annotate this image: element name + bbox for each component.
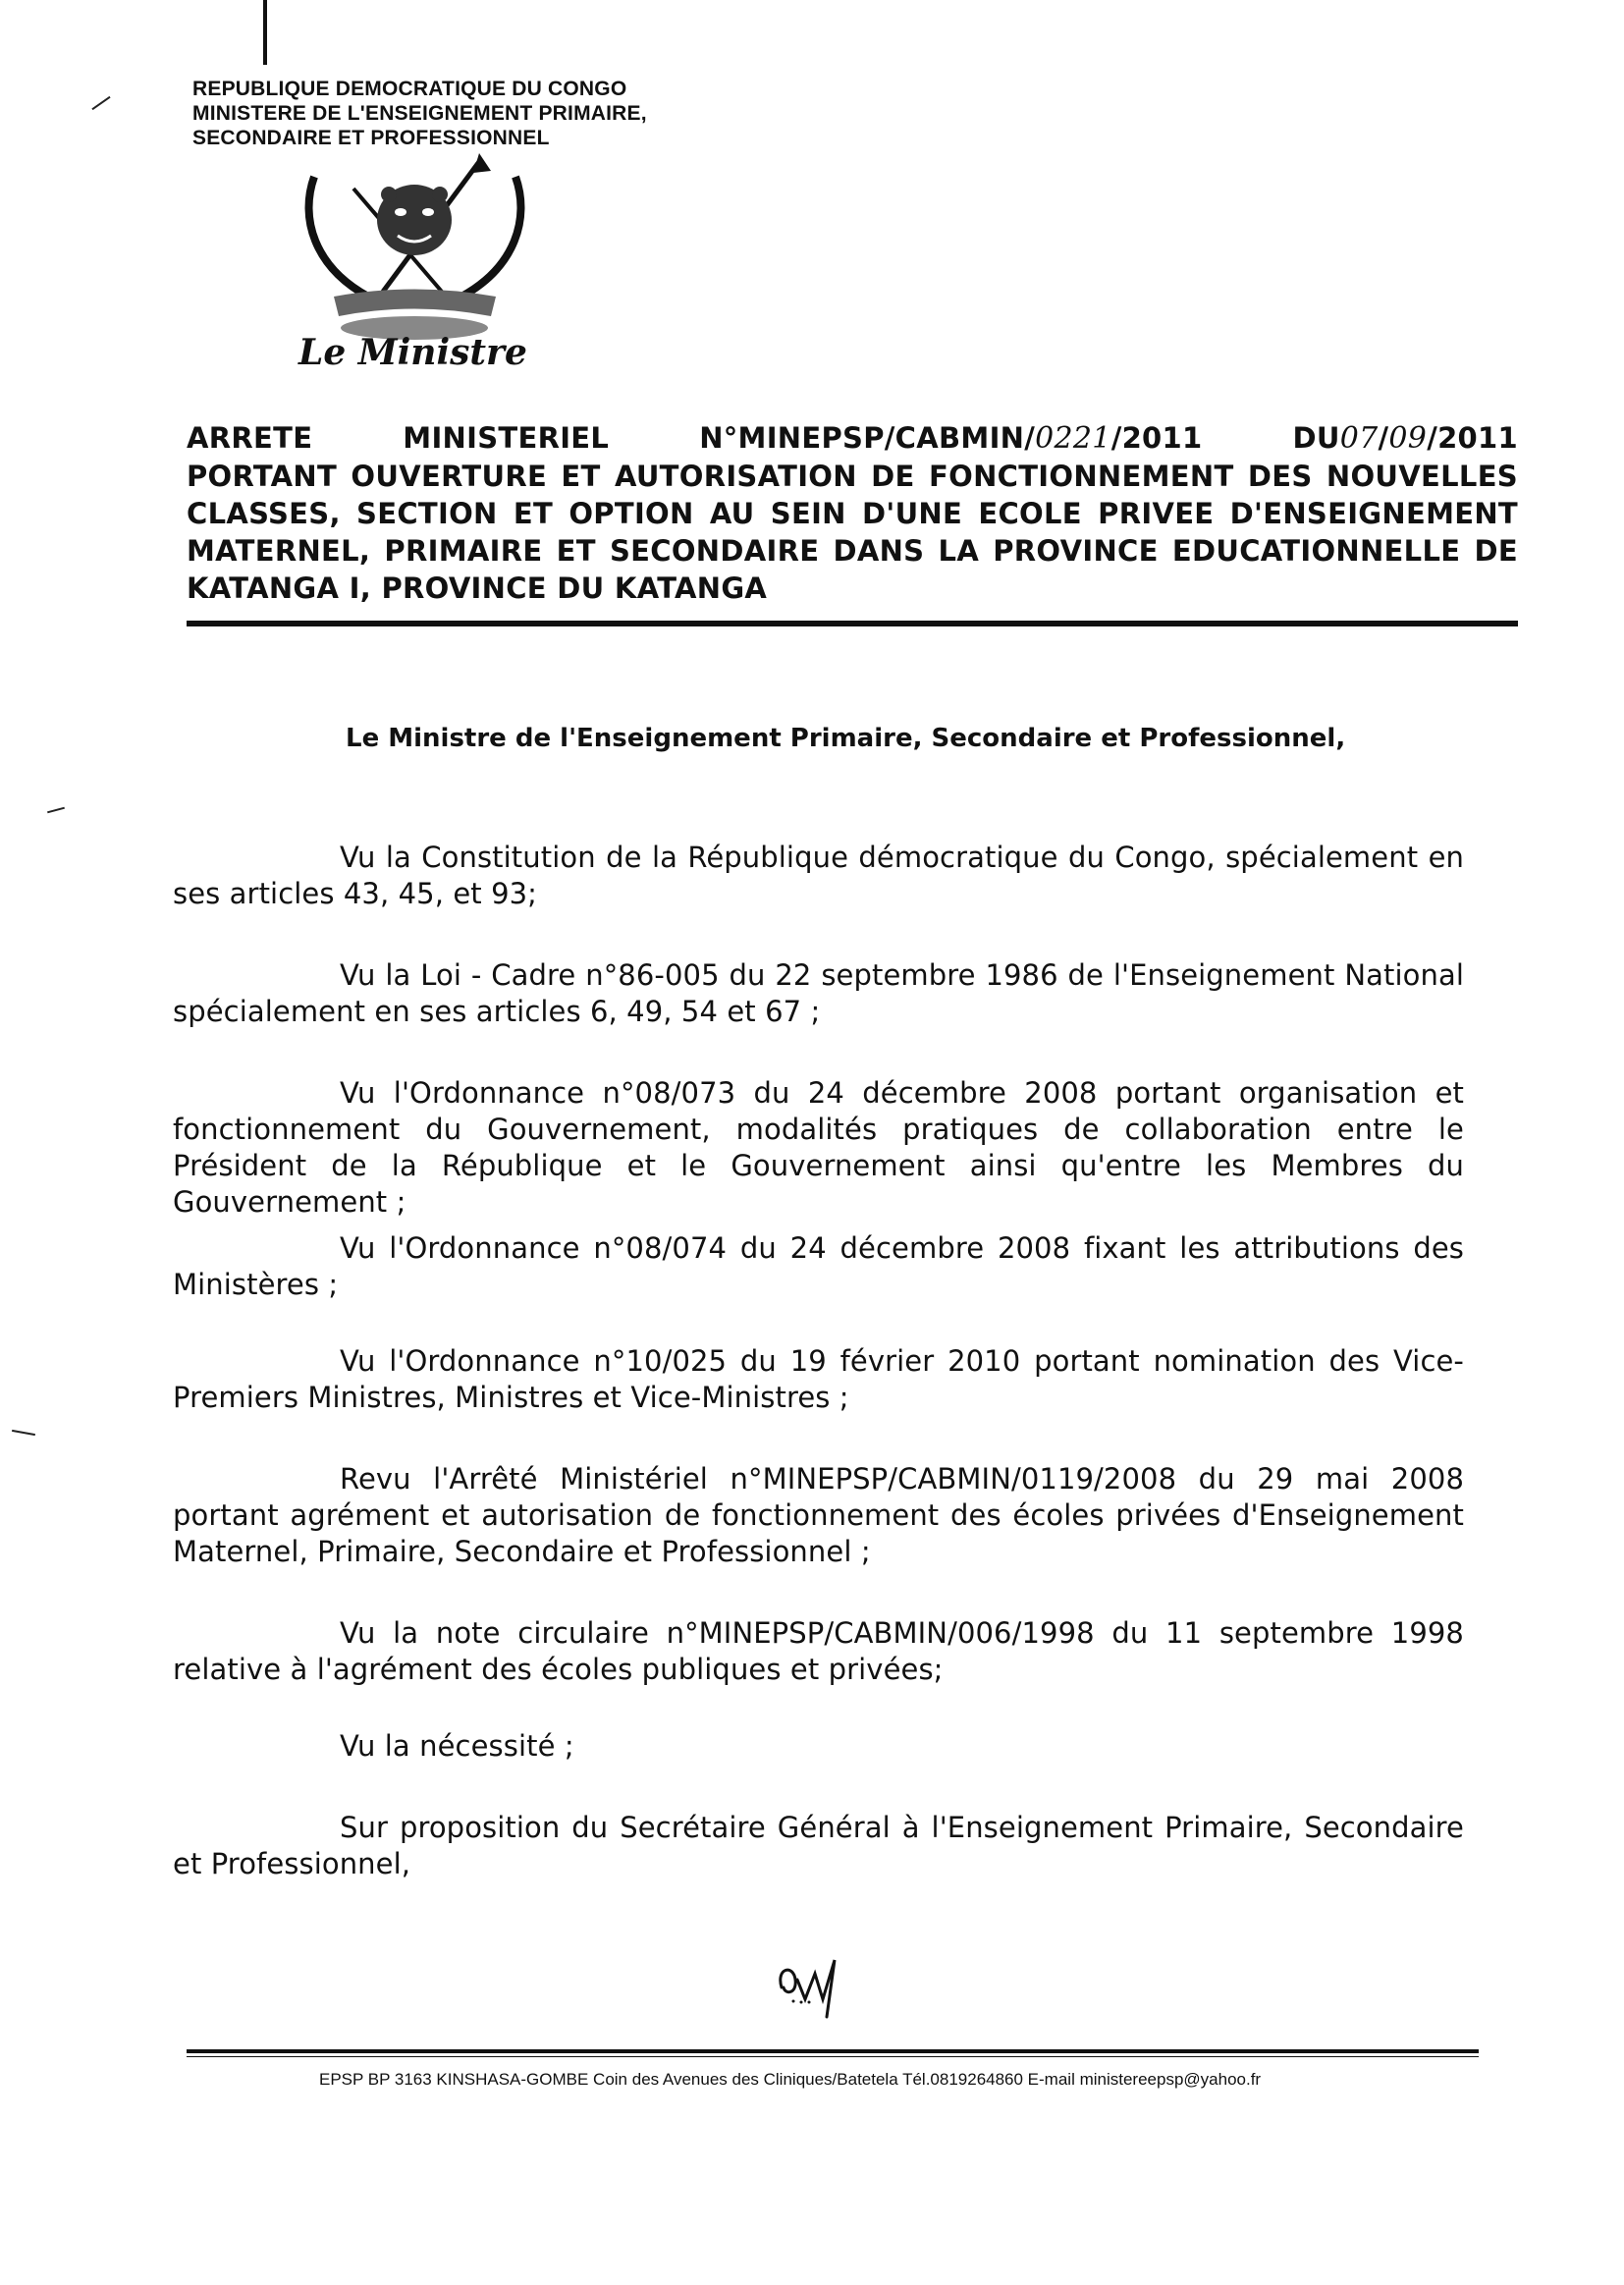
decree-date-day: 07 xyxy=(1339,421,1379,456)
letterhead-ministry-cont: SECONDAIRE ET PROFESSIONNEL xyxy=(192,127,550,149)
decree-date xyxy=(1292,419,1518,458)
consideration-paragraph: Vu l'Ordonnance n°08/074 du 24 décembre 2008 fixant les attributions des Ministères ; xyxy=(173,1231,1464,1301)
initials-signature-icon xyxy=(776,1950,854,2019)
scan-mark xyxy=(47,807,65,814)
coat-of-arms-icon xyxy=(295,149,535,341)
consideration-paragraph: Vu l'Ordonnance n°08/073 du 24 décembre 2008 portant organisation et fonctionnement du Gouvernement, modalités pratiques de collaboration entre le Président de la République et le Gouvernement ainsi qu'entre les Membres du Gouvernement ; xyxy=(173,1076,1464,1219)
consideration-paragraph: Vu la note circulaire n°MINEPSP/CABMIN/006/1998 du 11 septembre 1998 relative à l'agrément des écoles publiques et privées; xyxy=(173,1616,1464,1686)
decree-number xyxy=(699,419,1202,458)
decree-date-prefix: DU xyxy=(1292,421,1340,455)
decree-heading xyxy=(187,419,1518,607)
scan-mark xyxy=(263,0,267,65)
decree-number-handwritten: 0221 xyxy=(1035,421,1111,456)
decree-date-month: 09 xyxy=(1388,421,1428,456)
consideration-paragraph: Vu la Loi - Cadre n°86-005 du 22 septembre 1986 de l'Enseignement National spécialement en ses articles 6, 49, 54 et 67 ; xyxy=(173,958,1464,1028)
letterhead-ministry: MINISTERE DE L'ENSEIGNEMENT PRIMAIRE, xyxy=(192,102,647,125)
consideration-paragraph: Vu l'Ordonnance n°10/025 du 19 février 2010 portant nomination des Vice-Premiers Ministres, Ministres et Vice-Ministres ; xyxy=(173,1344,1464,1414)
footer-rule xyxy=(187,2049,1479,2053)
decree-type: MINISTERIEL xyxy=(403,421,610,455)
consideration-paragraph: Vu la nécessité ; xyxy=(340,1729,574,1763)
scan-mark xyxy=(91,96,110,110)
decree-number-prefix: N°MINEPSP/CABMIN/ xyxy=(699,421,1036,455)
title-underline xyxy=(187,621,1518,626)
decree-title-body: PORTANT OUVERTURE ET AUTORISATION DE FONCTIONNEMENT DES NOUVELLES CLASSES, SECTION ET OPTION AU SEIN D'UNE ECOLE PRIVEE D'ENSEIGNEMENT MATERNEL, PRIMAIRE ET SECONDAIRE DANS LA PROVINCE EDUCATIONNELLE DE KATANGA I, PROVINCE DU KATANGA xyxy=(187,460,1518,605)
scan-mark xyxy=(12,1430,35,1436)
footer-rule-thin xyxy=(187,2056,1479,2057)
minister-declaration: Le Ministre de l'Enseignement Primaire, Secondaire et Professionnel, xyxy=(346,724,1346,753)
letterhead-country: REPUBLIQUE DEMOCRATIQUE DU CONGO xyxy=(192,78,627,100)
footer-contact: EPSP BP 3163 KINSHASA-GOMBE Coin des Avenues des Cliniques/Batetela Tél.0819264860 E-mail ministereepsp@yahoo.fr xyxy=(319,2070,1262,2089)
consideration-paragraph: Revu l'Arrêté Ministériel n°MINEPSP/CABMIN/0119/2008 du 29 mai 2008 portant agrément et autorisation de fonctionnement des écoles privées d'Enseignement Maternel, Primaire, Secondaire et Professionnel ; xyxy=(173,1462,1464,1568)
decree-number-suffix: /2011 xyxy=(1110,421,1203,455)
decree-date-sep: / xyxy=(1378,421,1389,455)
consideration-paragraph: Sur proposition du Secrétaire Général à l'Enseignement Primaire, Secondaire et Professionnel, xyxy=(173,1811,1464,1880)
letterhead xyxy=(192,77,742,150)
decree-date-year: /2011 xyxy=(1427,421,1518,455)
decree-label: ARRETE xyxy=(187,421,313,455)
decree-reference-line xyxy=(187,419,1518,458)
minister-title: Le Ministre xyxy=(298,332,527,373)
consideration-paragraph: Vu la Constitution de la République démocratique du Congo, spécialement en ses articles 43, 45, et 93; xyxy=(173,841,1464,910)
